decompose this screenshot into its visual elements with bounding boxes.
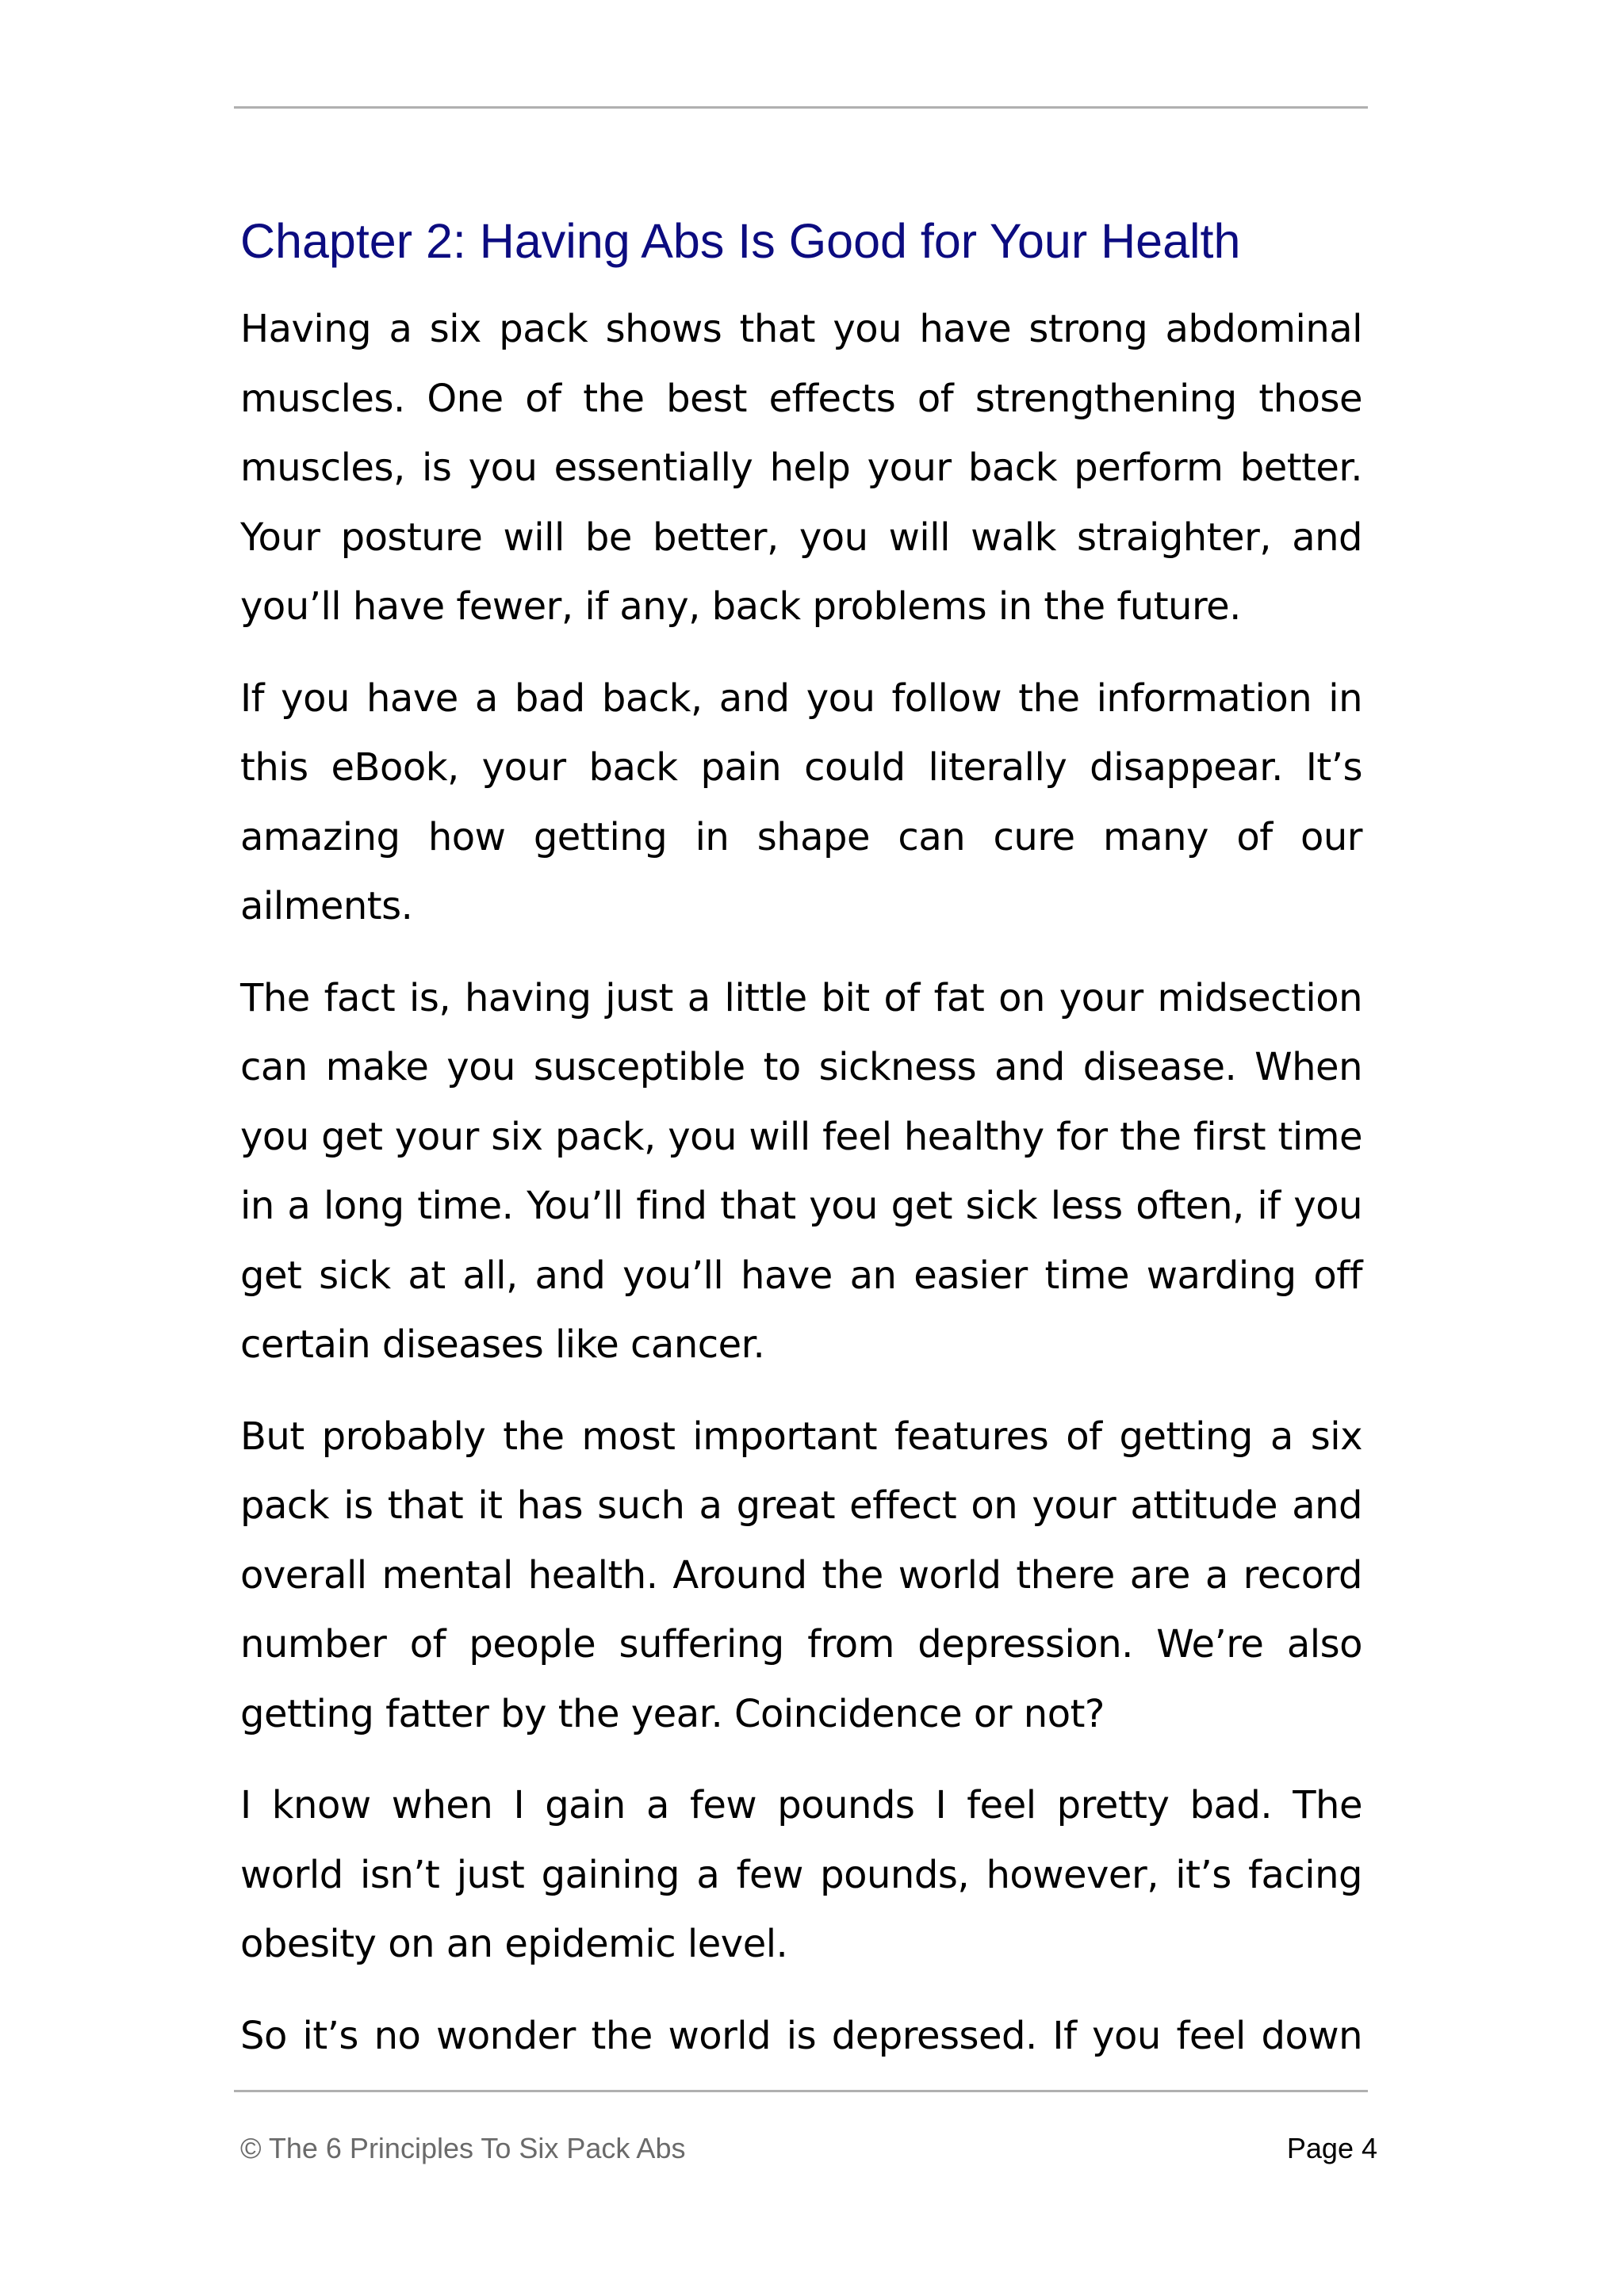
paragraph-3: The fact is, having just a little bit of fat on your midsection can make you susceptible to sickness and disease. When you get your six pack, you will feel healthy for the first time in a long time. You’ll find that you get sick less often, if you get sick at all, and you’ll have an easier time warding off certain diseases like cancer.	[240, 975, 1362, 1367]
header-rule	[234, 106, 1368, 109]
paragraph-2: If you have a bad back, and you follow the information in this eBook, your back pain could literally disappear. It’s amazing how getting in shape can cure many of our ailments.	[240, 675, 1362, 928]
footer-rule	[234, 2090, 1368, 2092]
page-content	[240, 208, 1362, 2093]
chapter-title: Chapter 2: Having Abs Is Good for Your Health	[240, 214, 1241, 268]
paragraph-6: So it’s no wonder the world is depressed. If you feel down	[240, 2013, 1362, 2058]
page-number: Page 4	[1286, 2132, 1377, 2164]
paragraph-5: I know when I gain a few pounds I feel pretty bad. The world isn’t just gaining a few pounds, however, it’s facing obesity on an epidemic level.	[240, 1783, 1362, 1966]
footer-copyright: © The 6 Principles To Six Pack Abs	[240, 2132, 686, 2164]
paragraph-4: But probably the most important features of getting a six pack is that it has such a great effect on your attitude and overall mental health. Around the world there are a record number of people suffering from depression. We’re also getting fatter by the year. Coincidence or not?	[240, 1414, 1362, 1736]
paragraph-1: Having a six pack shows that you have strong abdominal muscles. One of the best effects of strengthening those muscles, is you essentially help your back perform better. Your posture will be better, you will walk straighter, and you’ll have fewer, if any, back problems in the future.	[240, 307, 1362, 629]
page-footer	[240, 2129, 1377, 2168]
